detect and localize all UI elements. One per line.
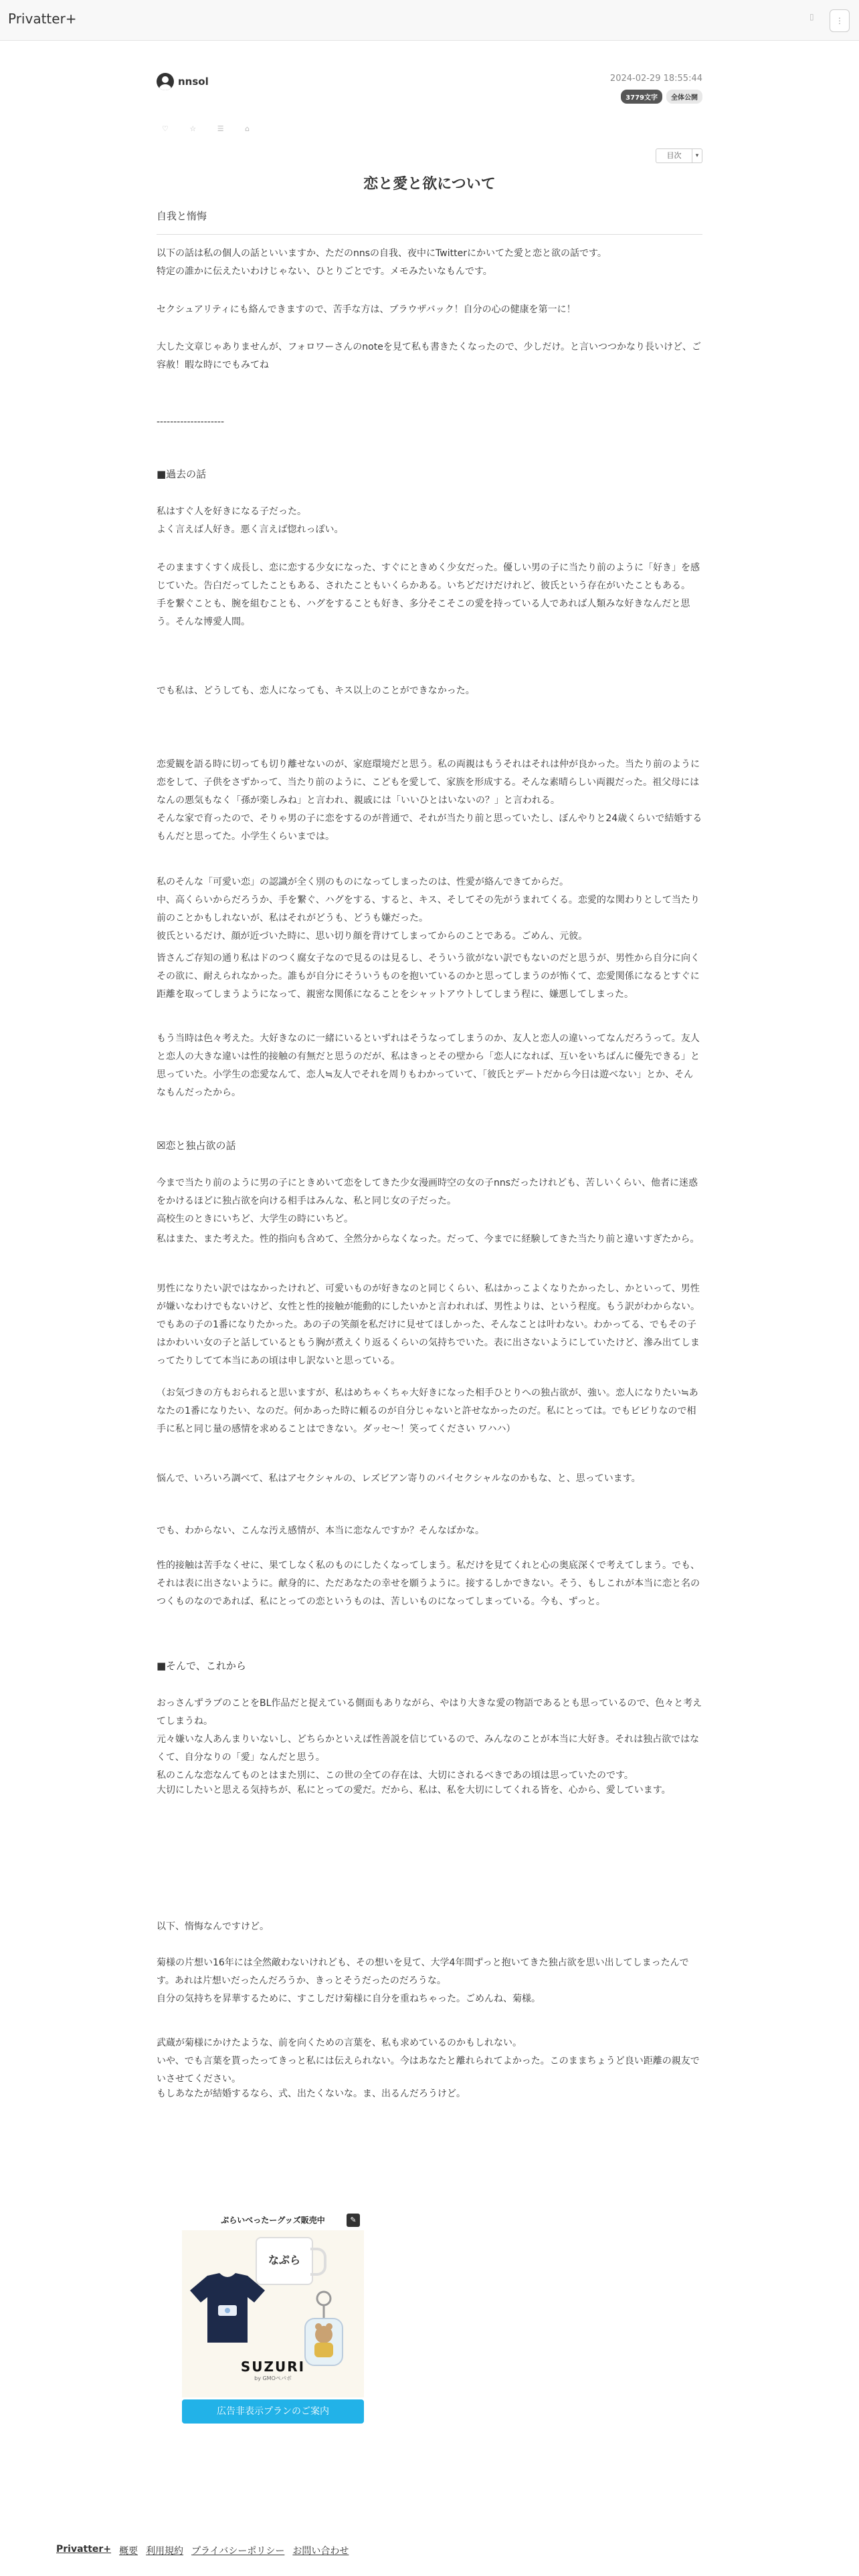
mug-handle	[310, 2248, 326, 2276]
paragraph: セクシュアリティにも絡んできますので、苦手な方は、ブラウザバック！自分の心の健康を第一に！	[157, 304, 576, 315]
paragraph: --------------------	[157, 417, 225, 427]
post-title: 恋と愛と欲について	[363, 176, 496, 193]
paragraph: でも私は、どうしても、恋人になっても、キス以上のことができなかった。	[157, 685, 475, 696]
paragraph: そのまますくすく成長し、恋に恋する少女になった、すぐにときめく少女だった。優しい男の子に当たり前のように「好き」を感じていた。告白だってしたこともある、されたこともいくらかある。いちどだけだけれど、彼氏という存在がいたこともある。 手を繋ぐことも、腕を組むことも、ハグをすることも好き、多分そこそこの愛を持っている人であれば人類みな好きなんだと思う。そんな博愛人間。	[157, 562, 700, 627]
author-name[interactable]: nnsol	[178, 76, 209, 88]
suzuri-ad-banner[interactable]	[182, 2210, 364, 2397]
paragraph: もしあなたが結婚するなら、式、出たくないな。ま、出るんだろうけど。	[157, 2088, 466, 2099]
window-icon[interactable]: ▯	[809, 12, 814, 21]
paragraph: 男性になりたい訳ではなかったけれど、可愛いものが好きなのと同じくらい、私はかっこよくなりたかったし、かといって、男性が嫌いなわけでもないけど、女性と性的接触が能動的にしたいかと言われれば、男性よりは、という程度。もう訳がわからない。でもあの子の1番になりたかった。あの子の笑顔を私だけに見せてほしかった、そんなことは叶わない。わかってる、でもその子はかわいい女の子と話しているともう胸が煮えくり返るくらいの気持ちでいた。表に出さないようにしていたけど、滲み出てしまってたりしてて本当にあの頃は申し訳ないと思っている。	[157, 1283, 700, 1366]
avatar-icon	[157, 73, 174, 90]
mug-image: なぷら	[256, 2237, 313, 2285]
reaction-icons[interactable]: ♡ ☆ ☰ ⌂	[162, 124, 260, 133]
paragraph: 大した文章じゃありませんが、フォロワーさんのnoteを見て私も書きたくなったので、少しだけ。と言いつつかなり長いけど、ご容赦！暇な時にでもみてね	[157, 342, 701, 370]
footer-link-about[interactable]: 概要	[119, 2546, 138, 2557]
footer	[56, 2544, 349, 2557]
paragraph: 悩んで、いろいろ調べて、私はアセクシャルの、レズビアン寄りのバイセクシャルなのかもな、と、思っています。	[157, 1473, 641, 1484]
paragraph: おっさんずラブのことをBL作品だと捉えている側面もありながら、やはり大きな愛の物語であるとも思っているので、色々と考えてしまうね。 元々嫌いな人あんまりいないし、どちらかといえば性善説を信じているので、みんなのことが本当に大好き。それは独占欲ではなくて、自分なりの「愛」なんだと思う。 私のこんな恋なんてものとはまた別に、この世の全ての存在は、大切にされるべきであの頃は思っていたのです。	[157, 1698, 702, 1781]
paragraph: 以下の話は私の個人の話といいますか、ただのnnsの自我、夜中にTwitterにかいてた愛と恋と欲の話です。 特定の誰かに伝えたいわけじゃない、ひとりごとです。メモみたいなもんです。	[157, 248, 607, 277]
paragraph: 私のそんな「可愛い恋」の認識が全く別のものになってしまったのは、性愛が絡んできてからだ。 中、高くらいからだろうか、手を繋ぐ、ハグをする、すると、キス、そしてその先がうまれてくる。恋愛的な関わりとして当たり前のことかもしれないが、私はそれがどうも、どうも嫌だった。 彼氏といるだけ、顔が近づいた時に、思い切り顔を背けてしまってからのことである。ごめん、元彼。	[157, 877, 700, 942]
pen-icon: ✎	[347, 2214, 360, 2227]
suzuri-logo-sub: by GMOペパボ	[254, 2375, 292, 2381]
ad-free-plan-button[interactable]: 広告非表示プランのご案内	[182, 2399, 364, 2424]
paragraph: （お気づきの方もおられると思いますが、私はめちゃくちゃ大好きになった相手ひとりへの独占欲が、強い。恋人になりたい≒あなたの1番になりたい、なのだ。何かあった時に頼るのが自分じゃないと許せなかったのだ。私にとっては。でもビビりなので相手に私と同じ量の感情を求めることはできない。ダッセ～！笑ってください ワハハ）	[157, 1388, 698, 1434]
author[interactable]	[157, 72, 209, 91]
section-heading: ☒恋と独占欲の話	[157, 1140, 236, 1152]
post-badges	[621, 90, 702, 104]
paragraph: 性的接触は苦手なくせに、果てしなく私のものにしたくなってしまう。私だけを見てくれと心の奥底深くで考えてしまう。でも、それは表に出さないように。献身的に、ただあなたの幸せを願うように。接するしかできない。そう、もしこれが本当に恋と名のつくものなのであれば、私にとっての恋というものは、苦しいものになってしまっている。今も、ずっと。	[157, 1560, 700, 1607]
paragraph: でも、わからない、こんな汚え感情が、本当に恋なんですか？そんなばかな。	[157, 1525, 484, 1536]
footer-link-terms[interactable]: 利用規約	[146, 2546, 184, 2557]
paragraph: 皆さんご存知の通り私はドのつく腐女子なので見るのは見るし、そういう欲がない訳でもないのだと思うが、男性から自分に向くその欲に、耐えられなかった。誰もが自分にそういうものを抱いているのかと思ってしまうのが怖くて、恋愛関係になるとすぐに距離を取ってしまうようになって、親密な関係になることをシャットアウトしてしまう程に、嫌悪してしまった。	[157, 953, 700, 1000]
section-heading: ■過去の話	[157, 468, 207, 480]
paragraph: もう当時は色々考えた。大好きなのに一緒にいるといずれはそうなってしまうのか、友人と恋人の違いってなんだろうって。友人と恋人の大きな違いは性的接触の有無だと思うのだが、私はきっとその壁から「恋人になれば、互いをいちばんに優先できる」と思っていた。小学生の恋愛なんて、恋人≒友人でそれを周りもわかっていて、「彼氏とデートだから今日は遊べない」とか、そんなもんだったから。	[157, 1033, 700, 1098]
char-count-badge: 3779文字	[621, 90, 662, 104]
visibility-badge: 全体公開	[666, 90, 702, 104]
paragraph: 私はすぐ人を好きになる子だった。 よく言えば人好き。悪く言えば惚れっぽい。	[157, 506, 344, 535]
divider	[157, 234, 702, 235]
navbar	[0, 0, 859, 41]
post-date: 2024-02-29 18:55:44	[609, 74, 702, 84]
section-heading: ■そんで、これから	[157, 1660, 246, 1672]
footer-link-contact[interactable]: お問い合わせ	[292, 2546, 349, 2557]
paragraph: 私はまた、また考えた。性的指向も含めて、全然分からなくなった。だって、今までに経験してきた当たり前と違いすぎたから。	[157, 1234, 700, 1245]
footer-brand-link[interactable]: Privatter+	[56, 2544, 112, 2555]
paragraph: 菊様の片想い16年には全然敵わないけれども、その想いを見て、大学4年間ずっと抱いてきた独占欲を思い出してしまったんです。あれは片想いだったんだろうか、きっとそうだったのだろうな。 自分の気持ちを昇華するために、すこしだけ菊様に自分を重ねちゃった。ごめんね、菊様。	[157, 1957, 689, 2004]
paragraph: 大切にしたいと思える気持ちが、私にとっての愛だ。だから、私は、私を大切にしてくれる皆を、心から、愛しています。	[157, 1785, 671, 1796]
post-subtitle: 自我と惰悔	[157, 210, 207, 222]
paragraph: 以下、惰悔なんですけど。	[157, 1921, 269, 1932]
chevron-down-icon[interactable]: ▾	[695, 152, 699, 159]
tshirt-image	[187, 2272, 268, 2345]
brand-logo[interactable]: Privatter+	[8, 11, 77, 27]
ad-header: ぷらいべったーグッズ販売中	[182, 2210, 364, 2230]
suzuri-logo: SUZURI	[240, 2359, 306, 2375]
footer-link-privacy[interactable]: プライバシーポリシー	[191, 2546, 285, 2557]
toc-label[interactable]: 目次	[656, 149, 692, 163]
paragraph: 武蔵が菊様にかけたような、前を向くための言葉を、私も求めているのかもしれない。 いや、でも言葉を貰ったってきっと私には伝えられない。今はあなたと離れられてよかった。このままちょうど良い距離の親友でいさせてください。	[157, 2038, 700, 2084]
paragraph: 恋愛観を語る時に切っても切り離せないのが、家庭環境だと思う。私の両親はもうそれはそれは仲が良かった。当たり前のように恋をして、子供をさずかって、当たり前のように、こどもを愛して、家族を形成する。そんな素晴らしい両親だった。祖父母にはなんの悪気もなく「孫が楽しみね」と言われ、親戚には「いいひとはいないの？」と言われる。 そんな家で育ったので、そりゃ男の子に恋をするのが普通で、それが当たり前と思っていたし、ぼんやりと24歳くらいで結婚するもんだと思ってた。小学生くらいまでは。	[157, 759, 702, 842]
paragraph: 今まで当たり前のように男の子にときめいて恋をしてきた少女漫画時空の女の子nnsだったけれども、苦しいくらい、他者に迷惑をかけるほどに独占欲を向ける相手はみんな、私と同じ女の子だった。 高校生のときにいちど、大学生の時にいちど。	[157, 1178, 698, 1224]
toc-dropdown[interactable]	[656, 148, 702, 163]
menu-toggle-icon[interactable]: ⋮	[830, 9, 850, 32]
